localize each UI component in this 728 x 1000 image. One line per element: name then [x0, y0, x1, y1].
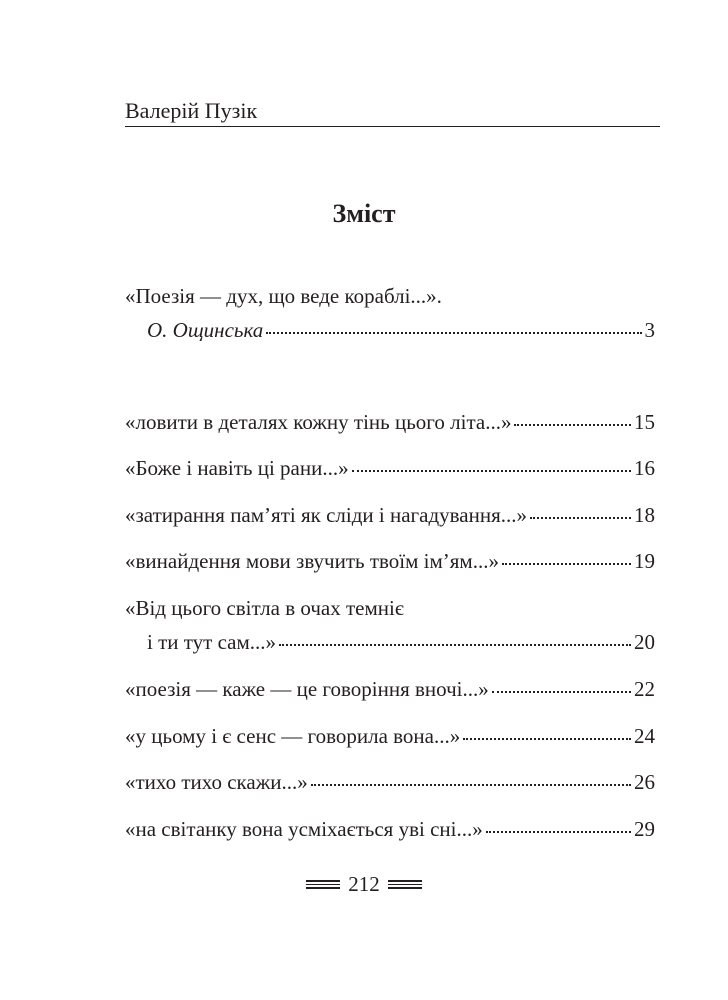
- dot-leader: [530, 517, 631, 519]
- toc-entry-author: О. Ощинська: [147, 318, 264, 342]
- author-name: Валерій Пузік: [125, 98, 258, 123]
- toc-entry-title: «на світанку вона усміхається уві сні...»: [125, 817, 483, 841]
- toc-entry[interactable]: [125, 675, 655, 703]
- running-header: [125, 98, 660, 127]
- dot-leader: [502, 563, 631, 565]
- toc-entry[interactable]: [125, 408, 655, 436]
- dot-leader: [514, 424, 631, 426]
- toc-page-number: 20: [634, 630, 655, 654]
- dot-leader: [492, 691, 631, 693]
- toc-entry[interactable]: [125, 815, 655, 843]
- page-title: Зміст: [332, 199, 396, 228]
- toc-entry-title: «Боже і навіть ці рани...»: [125, 456, 349, 480]
- toc-page-number: 29: [634, 817, 655, 841]
- dot-leader: [352, 470, 631, 472]
- toc-page-number: 16: [634, 456, 655, 480]
- toc-page-number: 15: [634, 410, 655, 434]
- toc-entry-title-continuation: і ти тут сам...»: [147, 630, 277, 654]
- toc-page-number: 24: [634, 724, 655, 748]
- dot-leader: [311, 784, 631, 786]
- dot-leader: [486, 831, 631, 833]
- toc-entry-title: «Поезія — дух, що веде кораблі...».: [125, 284, 442, 308]
- toc-entry[interactable]: [125, 454, 655, 482]
- page-number: 212: [348, 872, 380, 896]
- dot-leader: [463, 738, 631, 740]
- toc-entry-title: «у цьому і є сенс — говорила вона...»: [125, 724, 461, 748]
- toc-page-number: 18: [634, 503, 655, 527]
- toc-page-number: 22: [634, 677, 655, 701]
- toc-entry[interactable]: [125, 722, 655, 750]
- toc-entry[interactable]: [125, 547, 655, 575]
- toc-entry-title: «Від цього світла в очах темніє: [125, 596, 404, 620]
- toc-page-number: 3: [644, 318, 655, 342]
- toc-entry-title: «поезія — каже — це говоріння вночі...»: [125, 677, 489, 701]
- toc-entry[interactable]: [125, 501, 655, 529]
- dot-leader: [266, 332, 641, 334]
- toc-page-number: 19: [634, 549, 655, 573]
- toc-page-number: 26: [634, 770, 655, 794]
- dot-leader: [279, 644, 631, 646]
- toc-entry[interactable]: [125, 594, 655, 656]
- toc-entry[interactable]: [125, 282, 655, 344]
- toc-entry-title: «тихо тихо скажи...»: [125, 770, 308, 794]
- toc-entry-title: «затирання пам’яті як сліди і нагадування...»: [125, 503, 527, 527]
- ornament-right-icon: [388, 878, 422, 891]
- ornament-left-icon: [306, 878, 340, 891]
- toc-entry-title: «ловити в деталях кожну тінь цього літа...»: [125, 410, 512, 434]
- toc-entry-title: «винайдення мови звучить твоїм ім’ям...»: [125, 549, 499, 573]
- toc-entry[interactable]: [125, 768, 655, 796]
- page-footer: [0, 872, 728, 897]
